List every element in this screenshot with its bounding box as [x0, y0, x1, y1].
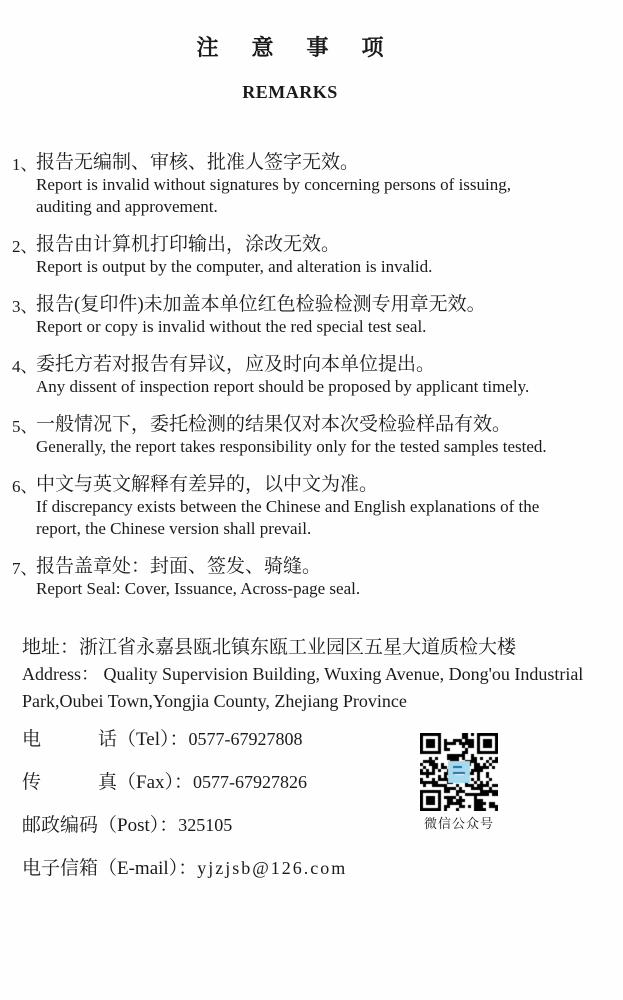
- remark-text-en: If discrepancy exists between the Chinese and English explanations of the: [36, 497, 540, 516]
- remark-text-cn: 报告由计算机打印输出，涂改无效。: [36, 234, 341, 255]
- email-value: yjzjsb@126.com: [197, 858, 348, 878]
- tel-label: 电 话（Tel）：: [22, 729, 189, 750]
- remarks-list: [12, 152, 611, 600]
- tel-value: 0577-67927808: [188, 729, 303, 749]
- contact-row-email: [22, 856, 611, 882]
- remark-item-1: [12, 152, 611, 218]
- wechat-qr-block: [420, 733, 498, 832]
- remark-text-en: Generally, the report takes responsibility only for the tested samples tested.: [36, 437, 547, 456]
- remark-number: 2、: [12, 237, 38, 256]
- remark-text-en: Any dissent of inspection report should be proposed by applicant timely.: [36, 377, 530, 396]
- remark-text-cn: 报告无编制、审核、批准人签字无效。: [36, 152, 360, 173]
- address-chinese: 地址：浙江省永嘉县瓯北镇东瓯工业园区五星大道质检大楼: [22, 637, 517, 658]
- remark-body: [36, 294, 611, 338]
- fax-value: 0577-67927826: [193, 772, 308, 792]
- page-title-chinese: 注意事项: [196, 35, 417, 60]
- remark-body: [36, 354, 611, 398]
- remark-text-cn: 报告盖章处：封面、签发、骑缝。: [36, 556, 322, 577]
- remark-item-7: [12, 556, 611, 600]
- remark-body: [36, 152, 611, 218]
- remark-number: 6、: [12, 477, 38, 496]
- remark-item-2: [12, 234, 611, 278]
- wechat-qr-code-icon: [420, 733, 498, 811]
- remark-text-en: Report or copy is invalid without the red special test seal.: [36, 317, 427, 336]
- remark-text-cn: 委托方若对报告有异议，应及时向本单位提出。: [36, 354, 436, 375]
- remark-number: 5、: [12, 417, 38, 436]
- contact-row-fax: [22, 770, 611, 796]
- remark-item-6: [12, 474, 611, 540]
- remark-number: 1、: [12, 155, 38, 174]
- remark-text-cn: 中文与英文解释有差异的，以中文为准。: [36, 474, 379, 495]
- qr-caption: 微信公众号: [423, 816, 494, 831]
- remark-number: 7、: [12, 559, 38, 578]
- remark-item-4: [12, 354, 611, 398]
- remark-text-cn: 报告(复印件)未加盖本单位红色检验检测专用章无效。: [36, 294, 486, 315]
- address-block: [22, 634, 611, 715]
- remark-item-5: [12, 414, 611, 458]
- remark-number: 4、: [12, 357, 38, 376]
- remark-body: [36, 414, 611, 458]
- remark-body: [36, 474, 611, 540]
- email-label: 电子信箱（E-mail）：: [22, 858, 198, 879]
- remark-body: [36, 234, 611, 278]
- address-english-line-1: Address： Quality Supervision Building, Wuxing Avenue, Dong'ou Industrial: [22, 664, 584, 684]
- remark-text-en: report, the Chinese version shall prevail.: [36, 519, 312, 538]
- remark-item-3: [12, 294, 611, 338]
- fax-label: 传 真（Fax）：: [22, 772, 194, 793]
- remark-text-en: auditing and approvement.: [36, 197, 218, 216]
- remark-body: [36, 556, 611, 600]
- address-english-line-2: Park,Oubei Town,Yongjia County, Zhejiang Province: [22, 691, 407, 711]
- post-value: 325105: [178, 815, 233, 835]
- remark-text-en: Report Seal: Cover, Issuance, Across-page seal.: [36, 579, 361, 598]
- contact-block: [22, 727, 611, 882]
- page-title-english: REMARKS: [242, 82, 338, 102]
- remark-text-cn: 一般情况下，委托检测的结果仅对本次受检验样品有效。: [36, 414, 512, 435]
- remark-number: 3、: [12, 297, 38, 316]
- post-label: 邮政编码（Post）：: [22, 815, 179, 836]
- contact-row-post: [22, 813, 611, 839]
- remark-text-en: Report is output by the computer, and alteration is invalid.: [36, 257, 433, 276]
- page-header: [12, 36, 568, 104]
- contact-row-tel: [22, 727, 611, 753]
- remark-text-en: Report is invalid without signatures by concerning persons of issuing,: [36, 175, 511, 194]
